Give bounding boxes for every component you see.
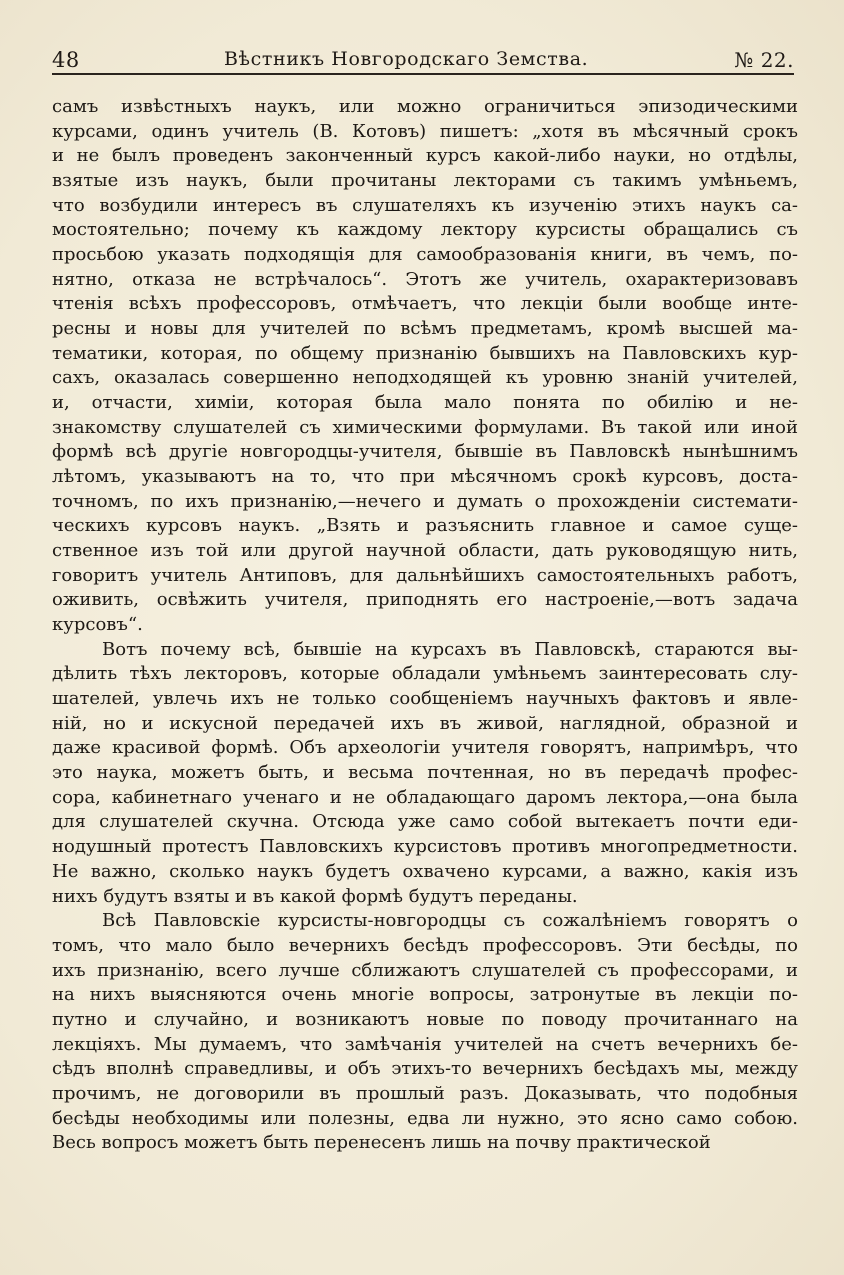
text-line: даже красивой формѣ. Объ археологіи учителя говорятъ, напримѣръ, что [52, 737, 798, 759]
text-line: лѣтомъ, указываютъ на то, что при мѣсячномъ срокѣ курсовъ, доста- [52, 466, 798, 488]
journal-title: Вѣстникъ Новгородскаго Земства. [224, 48, 589, 70]
text-line: и, отчасти, химіи, которая была мало понята по обилію и не- [52, 392, 798, 414]
text-line: чтенія всѣхъ профессоровъ, отмѣчаетъ, что лекціи были вообще инте- [52, 293, 798, 315]
text-line: формѣ всѣ другіе новгородцы-учителя, бывшіе въ Павловскѣ нынѣшнимъ [52, 441, 798, 463]
text-line: мостоятельно; почему къ каждому лектору курсисты обращались съ [52, 219, 798, 241]
text-line: сѣдъ вполнѣ справедливы, и объ этихъ-то вечернихъ бесѣдахъ мы, между [52, 1058, 798, 1080]
text-line: бесѣды необходимы или полезны, едва ли нужно, это ясно само собою. [52, 1107, 798, 1129]
text-line: и не былъ проведенъ законченный курсъ какой-либо науки, но отдѣлы, [52, 145, 798, 167]
paragraph [52, 95, 798, 638]
text-line: лекціяхъ. Мы думаемъ, что замѣчанія учителей на счетъ вечернихъ бе- [52, 1033, 798, 1055]
text-line: тематики, которая, по общему признанію бывшихъ на Павловскихъ кур- [52, 342, 798, 364]
text-line: говоритъ учитель Антиповъ, для дальнѣйшихъ самостоятельныхъ работъ, [52, 564, 798, 586]
text-line: путно и случайно, и возникаютъ новые по поводу прочитаннаго на [52, 1008, 798, 1030]
text-line: что возбудили интересъ въ слушателяхъ къ изученію этихъ наукъ са- [52, 194, 798, 216]
text-line: оживить, освѣжить учителя, приподнять его настроеніе,—вотъ задача [52, 589, 798, 611]
text-line: томъ, что мало было вечернихъ бесѣдъ профессоровъ. Эти бесѣды, по [52, 934, 798, 956]
text-line: ихъ признанію, всего лучше сближаютъ слушателей съ профессорами, и [52, 959, 798, 981]
text-line: Вотъ почему всѣ, бывшіе на курсахъ въ Павловскѣ, стараются вы- [102, 638, 798, 660]
text-line: сора, кабинетнаго ученаго и не обладающаго даромъ лектора,—она была [52, 786, 798, 808]
text-line: ній, но и искусной передачей ихъ въ живой, наглядной, образной и [52, 712, 798, 734]
text-line: нятно, отказа не встрѣчалось“. Этотъ же учитель, охарактеризовавъ [52, 268, 798, 290]
issue-number: № 22. [734, 48, 794, 72]
text-line: для слушателей скучна. Отсюда уже само собой вытекаетъ почти еди- [52, 811, 798, 833]
paragraph [52, 638, 798, 909]
text-line: на нихъ выясняются очень многіе вопросы, затронутые въ лекціи по- [52, 984, 798, 1006]
text-line: сахъ, оказалась совершенно неподходящей къ уровню знаній учителей, [52, 367, 798, 389]
text-line: прочимъ, не договорили въ прошлый разъ. Доказывать, что подобныя [52, 1082, 798, 1104]
text-line: просьбою указать подходящія для самообразованія книги, въ чемъ, по- [52, 244, 798, 266]
header-rule [52, 73, 794, 75]
text-line: знакомству слушателей съ химическими формулами. Въ такой или иной [52, 416, 798, 438]
text-line: ческихъ курсовъ наукъ. „Взять и разъяснить главное и самое суще- [52, 515, 798, 537]
text-line: Весь вопросъ можетъ быть перенесенъ лишь на почву практической [52, 1132, 711, 1154]
text-line: это наука, можетъ быть, и весьма почтенная, но въ передачѣ профес- [52, 762, 798, 784]
running-header [52, 44, 794, 74]
text-line: взятые изъ наукъ, были прочитаны лекторами съ такимъ умѣньемъ, [52, 170, 798, 192]
text-line: курсами, одинъ учитель (В. Котовъ) пишетъ: „хотя въ мѣсячный срокъ [52, 120, 798, 142]
text-line: ственное изъ той или другой научной области, дать руководящую нить, [52, 540, 798, 562]
page-number: 48 [52, 48, 80, 72]
text-line: самъ извѣстныхъ наукъ, или можно ограничиться эпизодическими [52, 96, 798, 117]
text-line: курсовъ“. [52, 614, 143, 636]
paragraph [52, 909, 798, 1156]
text-line: дѣлить тѣхъ лекторовъ, которые обладали умѣньемъ заинтересовать слу- [52, 663, 798, 685]
body-text [52, 95, 798, 1156]
text-line: Не важно, сколько наукъ будетъ охвачено курсами, а важно, какія изъ [52, 860, 798, 882]
text-line: нодушный протестъ Павловскихъ курсистовъ противъ многопредметности. [52, 836, 798, 858]
text-line: точномъ, по ихъ признанію,—нечего и думать о прохожденіи системати- [52, 490, 798, 512]
text-line: нихъ будутъ взяты и въ какой формѣ будутъ переданы. [52, 885, 578, 907]
text-line: шателей, увлечь ихъ не только сообщеніемъ научныхъ фактовъ и явле- [52, 688, 798, 710]
text-line: Всѣ Павловскіе курсисты-новгородцы съ сожалѣніемъ говорятъ о [102, 910, 798, 932]
text-line: ресны и новы для учителей по всѣмъ предметамъ, кромѣ высшей ма- [52, 318, 798, 340]
